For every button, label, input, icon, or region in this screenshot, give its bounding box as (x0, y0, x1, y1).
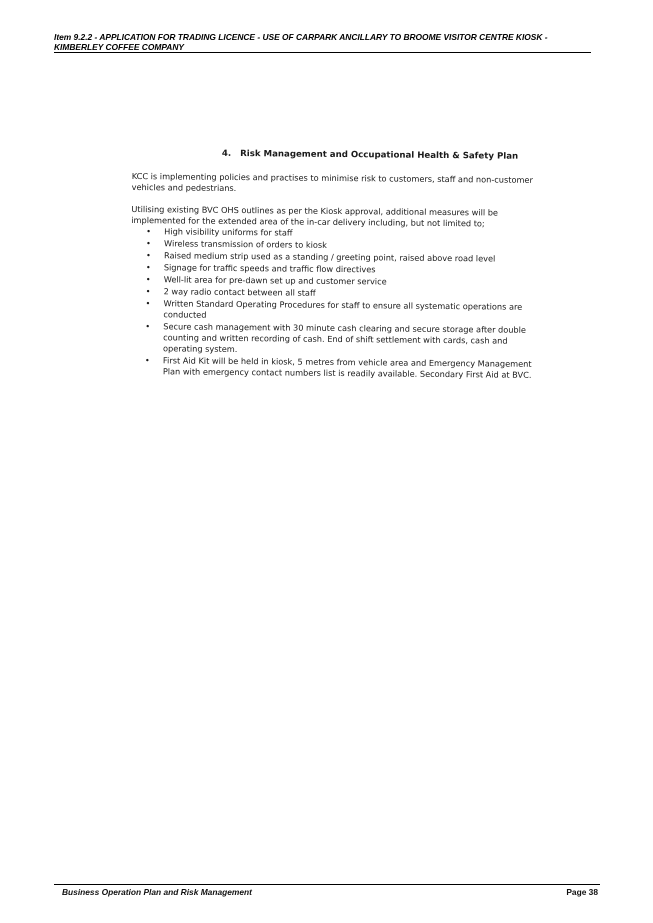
bullet-icon: • (145, 274, 151, 285)
list-item-text: Well-lit area for pre-dawn set up and customer service (163, 274, 387, 287)
list-item (130, 355, 542, 381)
bullet-icon: • (144, 355, 150, 366)
list-item-text: Wireless transmission of orders to kiosk (164, 238, 327, 250)
bullet-icon: • (145, 286, 151, 297)
section-heading (222, 149, 544, 163)
bullet-icon: • (145, 250, 151, 261)
header-item-number: Item 9.2.2 - (54, 32, 100, 42)
section-title: Risk Management and Occupational Health & Safety Plan (240, 149, 519, 162)
page-header (54, 32, 591, 52)
section-number: 4. (221, 148, 232, 159)
measures-paragraph: Utilising existing BVC OHS outlines as per the Kiosk approval, additional measures will be implemented for the extended area of the in-car delivery including, but not limited to; (131, 203, 499, 229)
list-item (130, 298, 542, 324)
bullet-icon: • (146, 238, 151, 249)
footer-divider (54, 884, 600, 885)
list-item-text: First Aid Kit will be held in kiosk, 5 metres from vehicle area and Emergency Management Plan with emergency contact numbers list is readily available. Secondary First Aid at BVC. (162, 355, 532, 380)
bullet-icon: • (146, 226, 152, 237)
bullet-icon: • (145, 321, 151, 332)
list-item-text: Secure cash management with 30 minute cash clearing and secure storage after double counting and written recording of cash. End of shift settlement with cards, cash and operating system. (163, 321, 527, 355)
bullet-icon: • (145, 298, 151, 309)
intro-paragraph: KCC is implementing policies and practises to minimise risk to customers, staff and non-customer vehicles and pedestrians. (131, 170, 533, 194)
header-item-title: APPLICATION FOR TRADING LICENCE - USE OF CARPARK ANCILLARY TO BROOME VISITOR CENTRE KIOSK - KIMBERLEY COFFEE COMPANY (54, 32, 548, 52)
footer-document-title: Business Operation Plan and Risk Management (62, 887, 252, 897)
list-item-text: Signage for traffic speeds and traffic flow directives (163, 262, 376, 275)
header-divider (54, 52, 591, 53)
bullet-icon: • (145, 262, 151, 273)
footer-page-number: Page 38 (566, 887, 598, 897)
list-item (130, 321, 542, 358)
list-item-text: Raised medium strip used as a standing / greeting point, raised above road level (163, 250, 496, 264)
safety-measures-list (130, 226, 543, 381)
list-item-text: Written Standard Operating Procedures for staff to ensure all systematic operations are conducted (163, 298, 523, 320)
list-item-text: High visibility uniforms for staff (164, 226, 293, 238)
scanned-content (130, 148, 544, 382)
list-item-text: 2 way radio contact between all staff (163, 286, 316, 298)
